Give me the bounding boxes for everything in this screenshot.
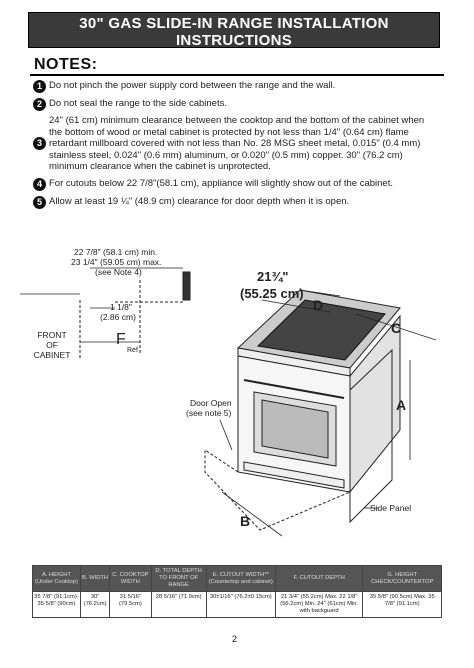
door-leader <box>220 420 232 450</box>
note-number-badge: 5 <box>33 196 46 209</box>
c-label: C <box>391 320 402 336</box>
door-open-label: Door Open <box>190 398 232 408</box>
table-cell: 30±1/16" (76.2±0.15cm) <box>206 592 275 618</box>
column-header: B. WIDTH <box>80 566 109 592</box>
table-header-row <box>33 566 442 592</box>
b-dim-line <box>222 492 282 536</box>
note-number-badge: 4 <box>33 178 46 191</box>
width-label: 21¾" <box>257 269 289 284</box>
table-cell: 28 5/16" (71.9cm) <box>151 592 206 618</box>
front-of-cabinet-label: FRONT OF CABINET <box>33 330 71 360</box>
notes-heading: NOTES: <box>34 56 98 73</box>
countertop-edge <box>183 272 190 300</box>
note-number-badge: 3 <box>33 137 46 150</box>
see-note-4-label: (see Note 4) <box>95 267 142 277</box>
note-text: Do not seal the range to the side cabinets. <box>49 98 227 109</box>
page-subtitle: (Models with Sealed Top Burners) <box>161 50 307 60</box>
table-cell: 31 5/16" (79.5cm) <box>110 592 151 618</box>
note-text: 24" (61 cm) minimum clearance between the cooktop and the bottom of the cabinet when the bottom of wood or metal cabinet is protected by not less than 1/4" (0.64 cm) flame retardant millboard covered with not less than No. 28 MSG sheet metal, 0.015" (0.4 mm) stainless steel, 0.024" (0.6 mm) aluminum, or 0.020" (0.5 mm) copper. 30" (76.2 cm) minimum clearance when the cabinet is unprotected. <box>49 115 425 172</box>
note-number-badge: 1 <box>33 80 46 93</box>
page-number: 2 <box>232 634 238 644</box>
f-label: F <box>116 331 126 348</box>
dim-1-1-8-cm-label: (2.86 cm) <box>100 312 136 322</box>
table-cell: 30" (76.2cm) <box>80 592 109 618</box>
ref-label: Ref <box>127 347 138 354</box>
table-cell: 35 7/8" (91.1cm)- 35 5/8" (90cm) <box>33 592 81 618</box>
dimensions-table <box>32 565 442 618</box>
column-header: C. COOKTOP WIDTH <box>110 566 151 592</box>
a-label: A <box>396 397 407 413</box>
width-cm-label: (55.25 cm) <box>240 286 304 301</box>
cutout-min-label: 22 7/8" (58.1 cm) min. <box>74 247 158 257</box>
d-label: D <box>313 297 324 313</box>
table-row <box>33 592 442 618</box>
see-note-5-label: (see note 5) <box>186 408 232 418</box>
note-text: Do not pinch the power supply cord between the range and the wall. <box>49 80 336 91</box>
title-banner <box>28 12 440 60</box>
dim-1-1-8-label: 1 1/8" <box>110 302 132 312</box>
notes-divider <box>30 74 444 76</box>
column-header: D. TOTAL DEPTH TO FRONT OF RANGE <box>151 566 206 592</box>
side-panel-label: Side Panel <box>370 503 412 513</box>
table-cell: 21 3/4" (55.2cm) Max. 22 1/8" (56.2cm) Min. 24" (61cm) Min. with backguard <box>275 592 363 618</box>
column-header: A. HEIGHT (Under Cooktop) <box>33 566 81 592</box>
column-header: F. CUTOUT DEPTH <box>275 566 363 592</box>
note-number-badge: 2 <box>33 98 46 111</box>
cutout-max-label: 23 1/4" (59.05 cm) max. <box>71 257 162 267</box>
table-cell: 35 5/8" (90.5cm) Max. 35 7/8" (91.1cm) <box>363 592 442 618</box>
column-header: G. HEIGHT CHECK/COUNTERTOP <box>363 566 442 592</box>
b-label: B <box>240 513 251 529</box>
page-title: 30" GAS SLIDE-IN RANGE INSTALLATION INSTRUCTIONS <box>79 15 389 49</box>
note-text: Allow at least 19 ¼" (48.9 cm) clearance for door depth when it is open. <box>49 196 350 207</box>
note-text: For cutouts below 22 7/8"(58.1 cm), appliance will slightly show out of the cabinet. <box>49 178 393 189</box>
column-header: E. CUTOUT WIDTH** (Countertop and cabinet) <box>206 566 275 592</box>
